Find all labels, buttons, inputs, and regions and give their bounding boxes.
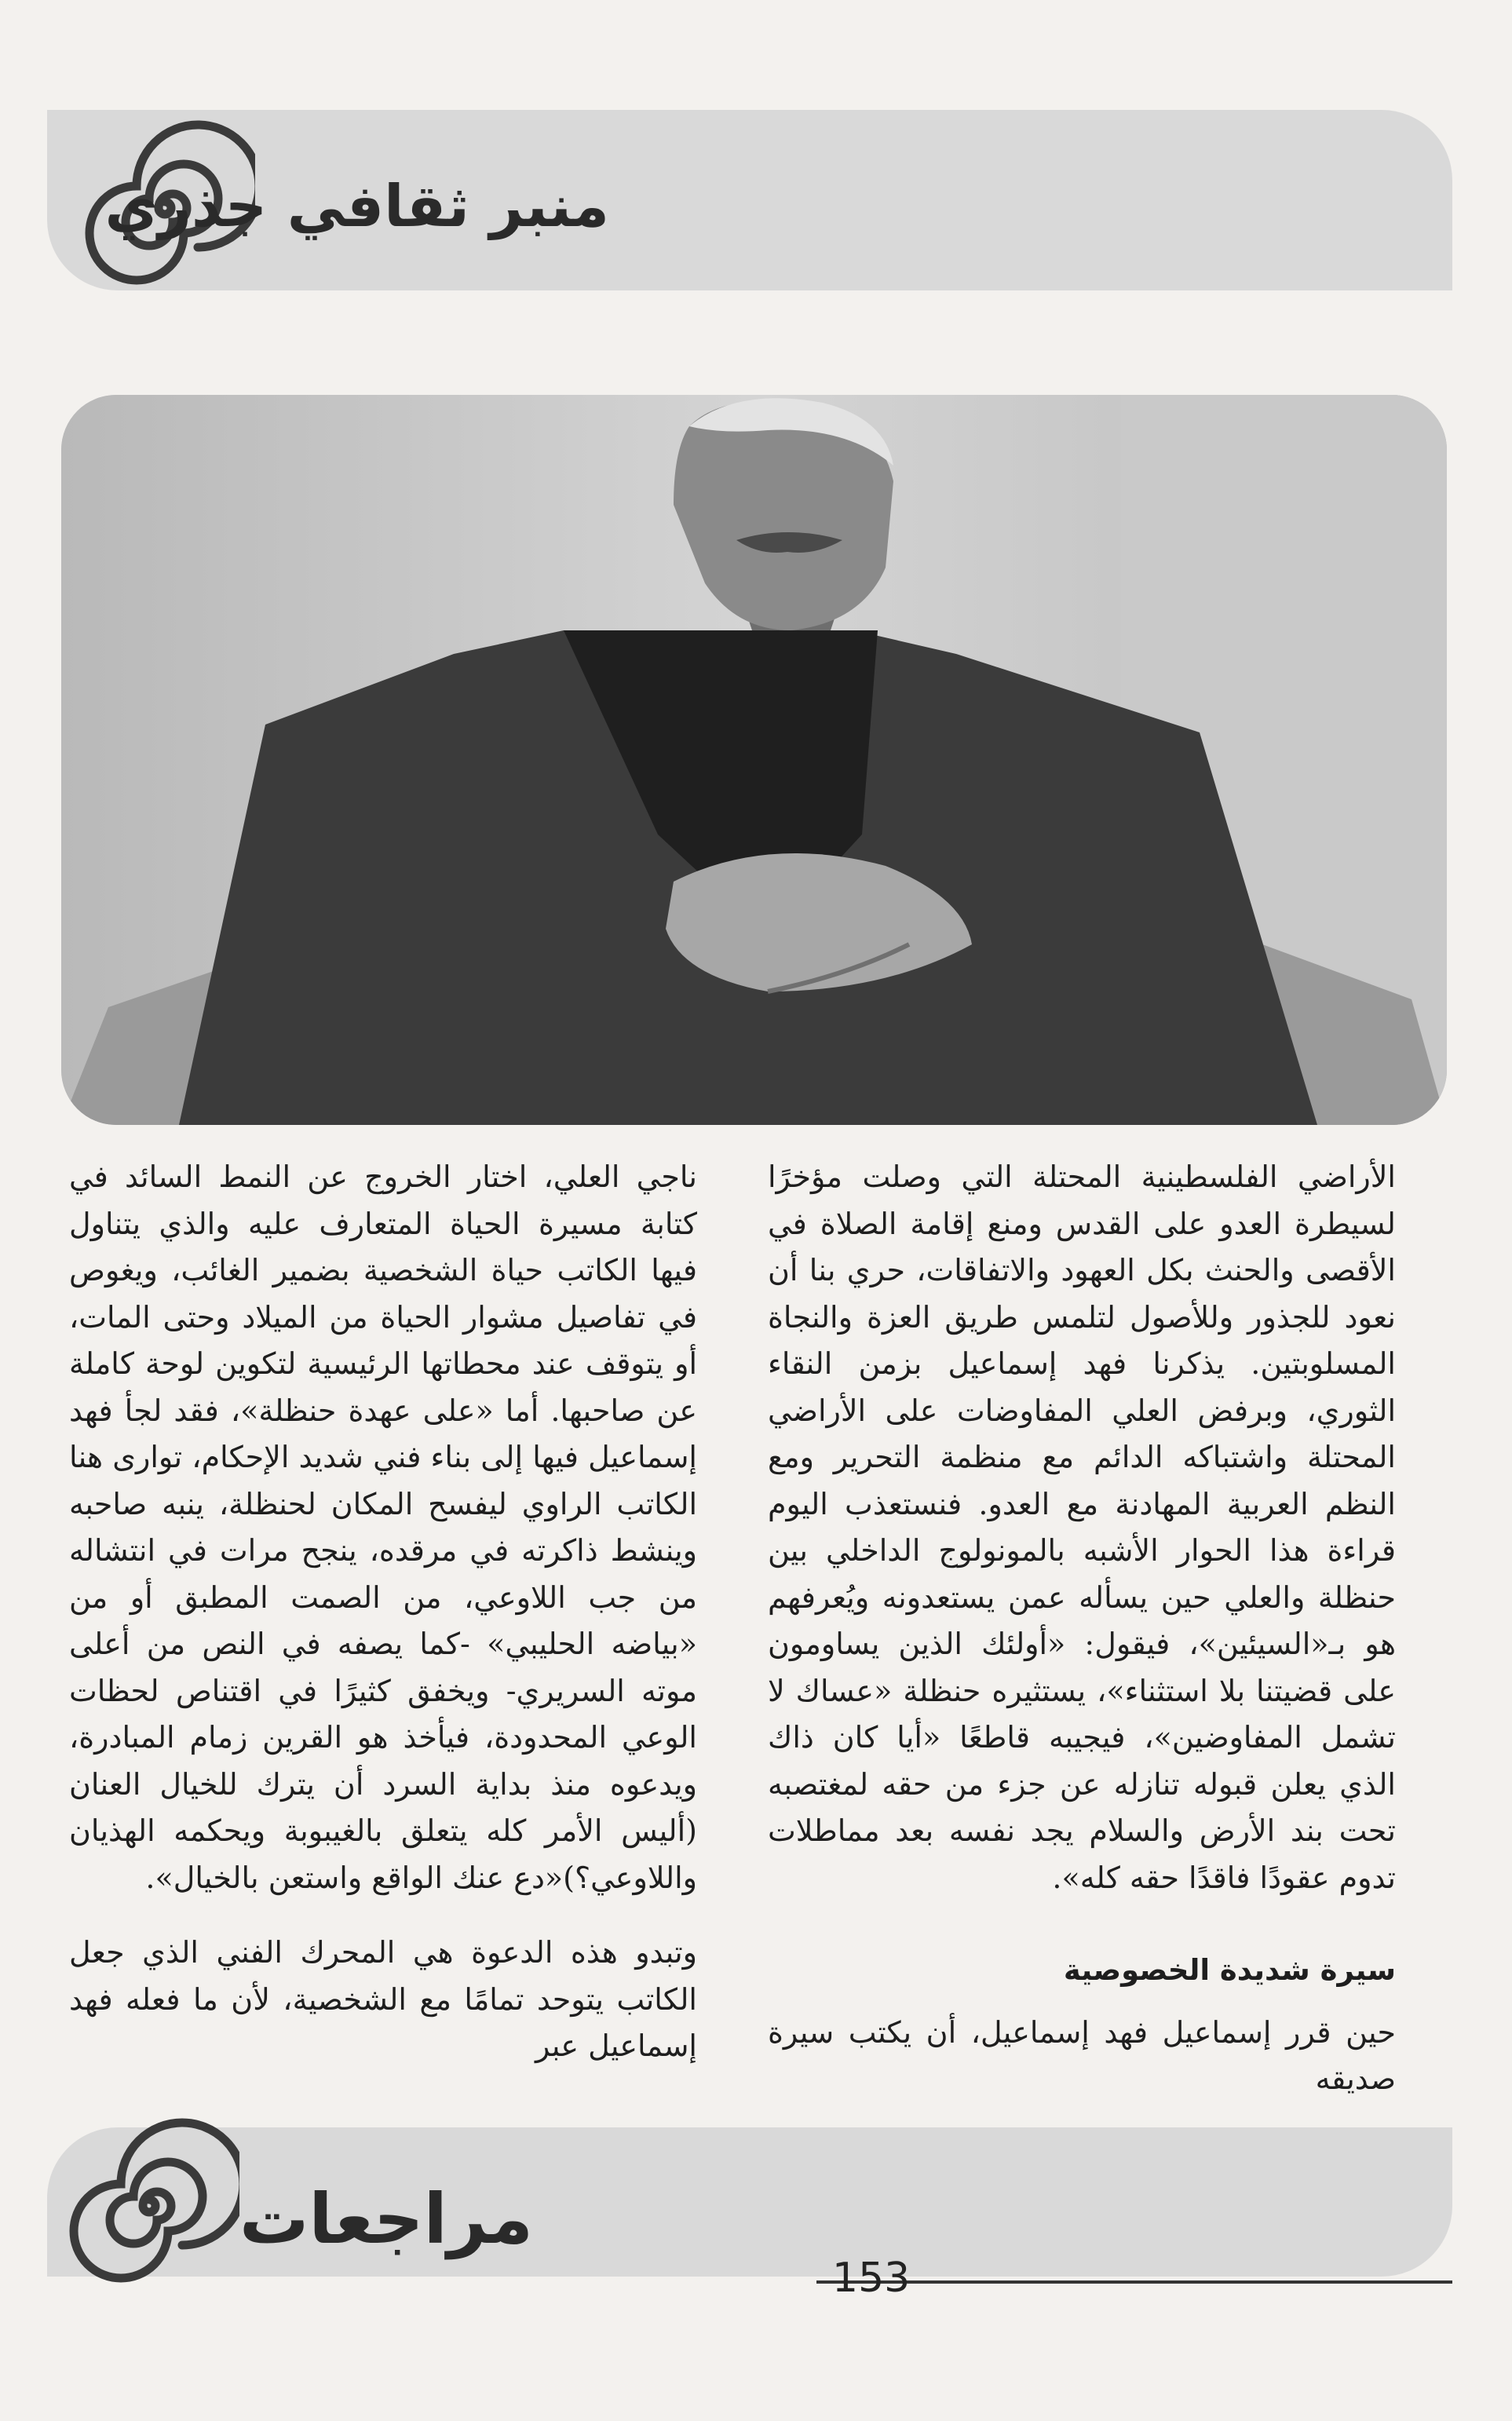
page-number: 153 xyxy=(832,2255,911,2302)
spiral-logo-icon xyxy=(59,2116,239,2296)
section-subheading: سيرة شديدة الخصوصية xyxy=(1063,1953,1396,1987)
paragraph: الأراضي الفلسطينية المحتلة التي وصلت مؤخرًا لسيطرة العدو على القدس ومنع إقامة الصلاة في الأقصى والحنث بكل العهود والاتفاقات، حري بنا أن نعود للجذور وللأصول لتلمس طريق العزة والنجاة المسلوبتين. يذكرنا فهد إسماعيل بزمن النقاء الثوري، وبرفض العلي المفاوضات على الأراضي المحتلة واشتباكه الدائم مع منظمة التحرير ومع النظم العربية المهادنة مع العدو. فنستعذب اليوم قراءة هذا الحوار الأشبه بالمونولوج الداخلي بين حنظلة والعلي حين يسأله عمن يستعدونه ويُعرفهم هو بـ«السيئين»، فيقول: «أولئك الذين يساومون على قضيتنا بلا استثناء»، يستثيره حنظلة «عساك لا تشمل المفاوضين»، فيجيبه قاطعًا «أيا كان ذاك الذي يعلن قبوله تنازله عن جزء من حقه لمغتصبه تحت بند الأرض والسلام يجد نفسه بعد مماطلات تدوم عقودًا فاقدًا حقه كله». xyxy=(768,1159,1396,1895)
paragraph: وتبدو هذه الدعوة هي المحرك الفني الذي جعل الكاتب يتوحد تمامًا مع الشخصية، لأن ما فعله فهد إسماعيل عبر xyxy=(69,1935,697,2063)
section-title: مراجعات xyxy=(239,2178,533,2259)
paragraph: حين قرر إسماعيل فهد إسماعيل، أن يكتب سيرة صديقه xyxy=(768,2014,1396,2096)
portrait-photo xyxy=(61,395,1447,1125)
paragraph: ناجي العلي، اختار الخروج عن النمط السائد في كتابة مسيرة الحياة المتعارف عليه والذي يتناول فيها الكاتب حياة الشخصية بضمير الغائب، ويغوص في تفاصيل مشوار الحياة من الميلاد وحتى المات، أو يتوقف عند محطاتها الرئيسية لتكوين لوحة كاملة عن صاحبها. أما «على عهدة حنظلة»، فقد لجأ فهد إسماعيل فيها إلى بناء فني شديد الإحكام، توارى هنا الكاتب الراوي ليفسح المكان لحنظلة، ينبه صاحبه وينشط ذاكرته في مرقده، ينجح مرات في انتشاله من جب اللاوعي، من الصمت المطبق أو من «بياضه الحليبي» -كما يصفه في النص من أعلى موته السريري- ويخفق كثيرًا في اقتناص لحظات الوعي المحدودة، فيأخذ هو القرين زمام المبادرة، ويدعوه منذ بداية السرد أن يترك للخيال العنان (أليس الأمر كله يتعلق بالغيبوبة ويحكمه الهذيان واللاوعي؟)«دع عنك الواقع واستعن بالخيال». xyxy=(69,1159,697,1895)
header-title: منبر ثقافي جذري xyxy=(104,173,609,240)
portrait-photo-icon xyxy=(61,395,1447,1125)
footer-rule xyxy=(816,2280,1452,2284)
article-column-left xyxy=(69,1154,697,2070)
article-column-right xyxy=(768,1154,1396,2103)
